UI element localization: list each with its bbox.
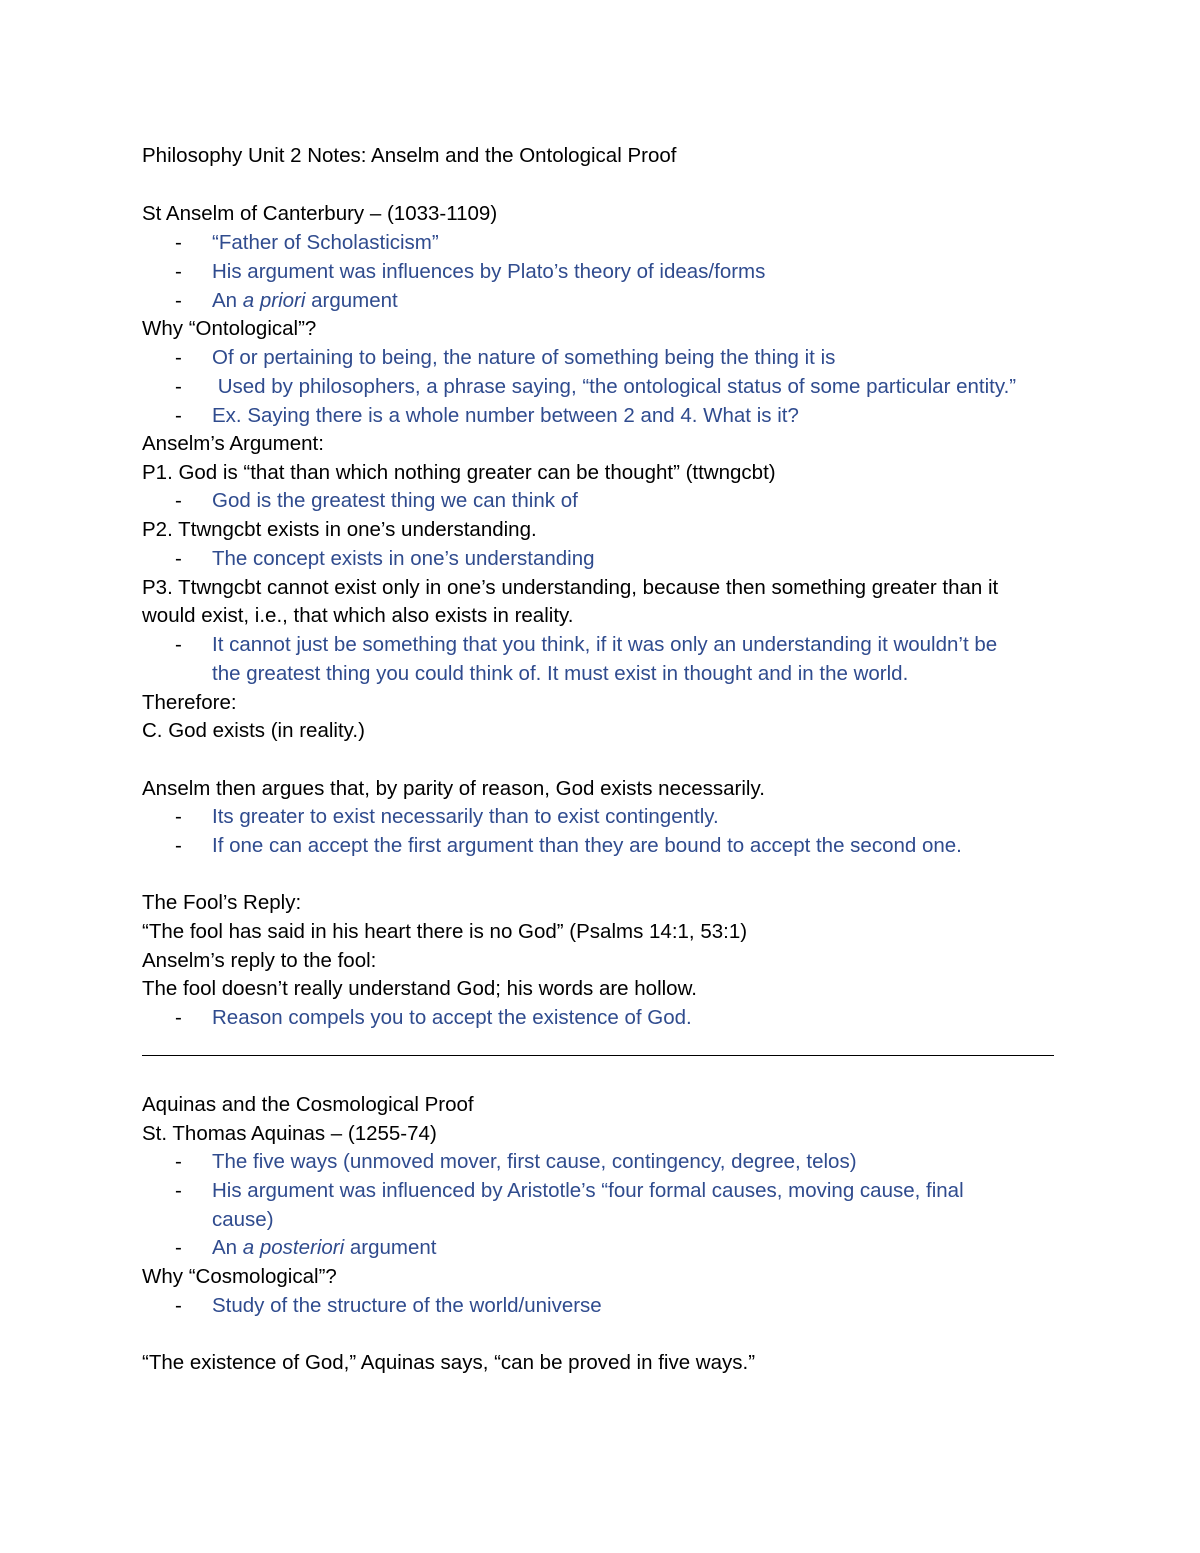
bullet-dash: - [175,633,182,656]
anselm-heading: St Anselm of Canterbury – (1033-1109) [142,202,498,225]
bullet-dash: - [175,289,182,312]
bullet-dash: - [175,1179,182,1202]
bullet-dash: - [175,1006,182,1029]
why-ontological-heading: Why “Ontological”? [142,317,317,340]
bullet-dash: - [175,375,182,398]
necessity-statement: Anselm then argues that, by parity of reason, God exists necessarily. [142,777,765,800]
aquinas-quote: “The existence of God,” Aquinas says, “can be proved in five ways.” [142,1351,756,1374]
bullet-dash: - [175,1294,182,1317]
therefore-label: Therefore: [142,691,237,714]
page-title: Philosophy Unit 2 Notes: Anselm and the Ontological Proof [142,144,677,167]
bullet-dash: - [175,346,182,369]
premise-1: P1. God is “that than which nothing greater can be thought” (ttwngcbt) [142,461,776,484]
why-cosmological-heading: Why “Cosmological”? [142,1265,337,1288]
fool-heading: The Fool’s Reply: [142,891,302,914]
a-priori-term: a priori [242,289,306,312]
premise-3-line-1: P3. Ttwngcbt cannot exist only in one’s understanding, because then something greater than it [142,576,999,599]
bullet-dash: - [175,404,182,427]
bullet-dash: - [175,1150,182,1173]
bullet-dash: - [175,489,182,512]
premise-3-line-2: would exist, i.e., that which also exists in reality. [142,604,574,627]
reply-heading: Anselm’s reply to the fool: [142,949,377,972]
bullet-dash: - [175,1236,182,1259]
conclusion: C. God exists (in reality.) [142,719,365,742]
bullet-dash: - [175,231,182,254]
document-page: Philosophy Unit 2 Notes: Anselm and the Ontological Proof St Anselm of Canterbury – (1033-1109) - “Father of Scholasticism” - His argument was influences by Plato’s theory of ideas/forms - An a priori argument Why “Ontological”? - Of or pertaining to being, the nature of something being the thing it is - Used by philosophers, a phrase saying, “the ontological status of some particular entity.” - Ex. Saying there is a whole number between 2 and 4. What is it? Anselm’s Argument: P1. God is “that than which nothing greater can be thought” (ttwngcbt) - God is the greatest thing we can think of P2. Ttwngcbt exists in one’s understanding. - The concept exists in one’s understanding P3. Ttwngcbt cannot exist only in one’s understanding, because then something greater than it would exist, i.e., that which also exists in reality. - It cannot just be something that you think, if it was only an understanding it wouldn’t be the greatest thing you could think of. It must exist in thought and in the world. Therefore: C. God exists (in reality.) Anselm then argues that, by parity of reason, God exists necessarily. - Its greater to exist necessarily than to exist contingently. - If one can accept the first argument than they are bound to accept the second one. The Fool’s Reply: “The fool has said in his heart there is no God” (Psalms 14:1, 53:1) Anselm’s reply to the fool: The fool doesn’t really understand God; his words are hollow. - Reason compels you to accept the existence of God. Aquinas and the Cosmological Proof St. Thomas Aquinas – (1255-74) - The five ways (unmoved mover, first cause, contingency, degree, telos) - His argument was influenced by Aristotle’s “four formal causes, moving cause, final cause) - An a posteriori argument Why “Cosmological”? - Study of the structure of the world/universe “The existence of God,” Aquinas says, “can be proved in five ways.” [0,0,1200,1553]
aquinas-name: St. Thomas Aquinas – (1255-74) [142,1122,437,1145]
reply-text: The fool doesn’t really understand God; his words are hollow. [142,977,697,1000]
a-posteriori-term: a posteriori [242,1236,345,1259]
premise-2: P2. Ttwngcbt exists in one’s understanding. [142,518,537,541]
aquinas-heading: Aquinas and the Cosmological Proof [142,1093,474,1116]
section-divider [142,1055,1054,1056]
bullet-dash: - [175,834,182,857]
bullet-dash: - [175,260,182,283]
bullet-dash: - [175,805,182,828]
fool-quote: “The fool has said in his heart there is no God” (Psalms 14:1, 53:1) [142,920,748,943]
argument-heading: Anselm’s Argument: [142,432,324,455]
bullet-dash: - [175,547,182,570]
